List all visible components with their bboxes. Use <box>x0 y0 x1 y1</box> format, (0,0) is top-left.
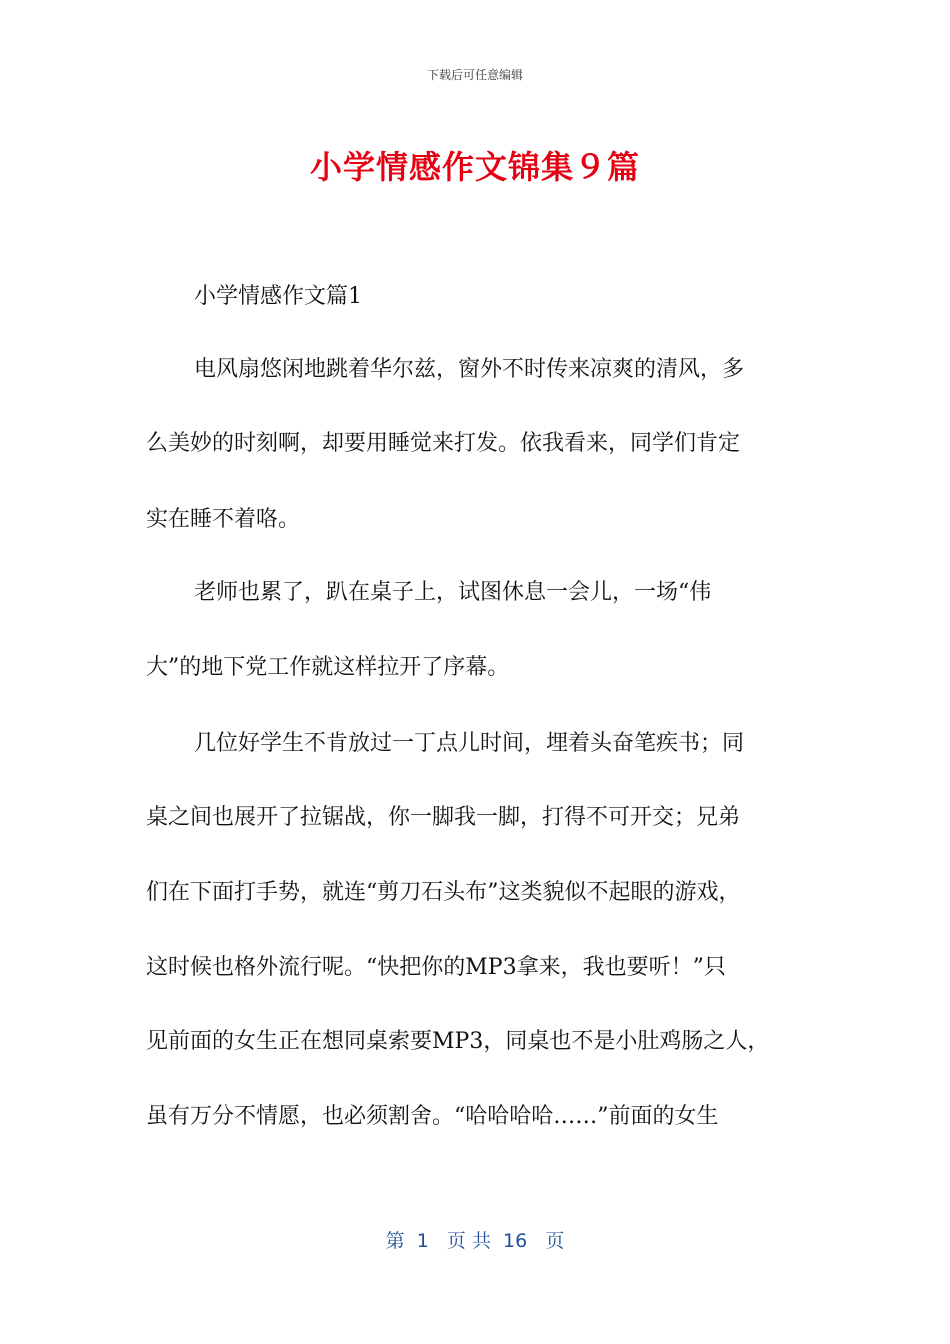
header-note: 下载后可任意编辑 <box>426 68 523 82</box>
section-heading: 小学情感作文篇1 <box>194 284 362 309</box>
body-line: 电风扇悠闲地跳着华尔兹，窗外不时传来凉爽的清风，多 <box>194 357 745 382</box>
body-line: 见前面的女生正在想同桌索要MP3，同桌也不是小肚鸡肠之人， <box>146 1029 770 1054</box>
page-footer: 第 1 页 共 16 页 <box>385 1230 565 1252</box>
body-line: 们在下面打手势，就连“剪刀石头布”这类貌似不起眼的游戏， <box>146 880 741 905</box>
body-line: 几位好学生不肯放过一丁点儿时间，埋着头奋笔疾书；同 <box>194 731 745 756</box>
body-line: 么美妙的时刻啊，却要用睡觉来打发。依我看来，同学们肯定 <box>146 431 741 456</box>
document-title: 小学情感作文锦集９篇 <box>309 148 640 186</box>
body-line: 这时候也格外流行呢。“快把你的MP3拿来，我也要听！”只 <box>146 955 726 980</box>
body-line: 桌之间也展开了拉锯战，你一脚我一脚，打得不可开交；兄弟 <box>146 805 741 830</box>
body-line: 实在睡不着咯。 <box>146 507 301 532</box>
body-line: 老师也累了，趴在桌子上，试图休息一会儿，一场“伟 <box>194 580 712 605</box>
body-line: 大”的地下党工作就这样拉开了序幕。 <box>146 655 510 680</box>
body-line: 虽有万分不情愿，也必须割舍。“哈哈哈哈……”前面的女生 <box>146 1104 719 1129</box>
